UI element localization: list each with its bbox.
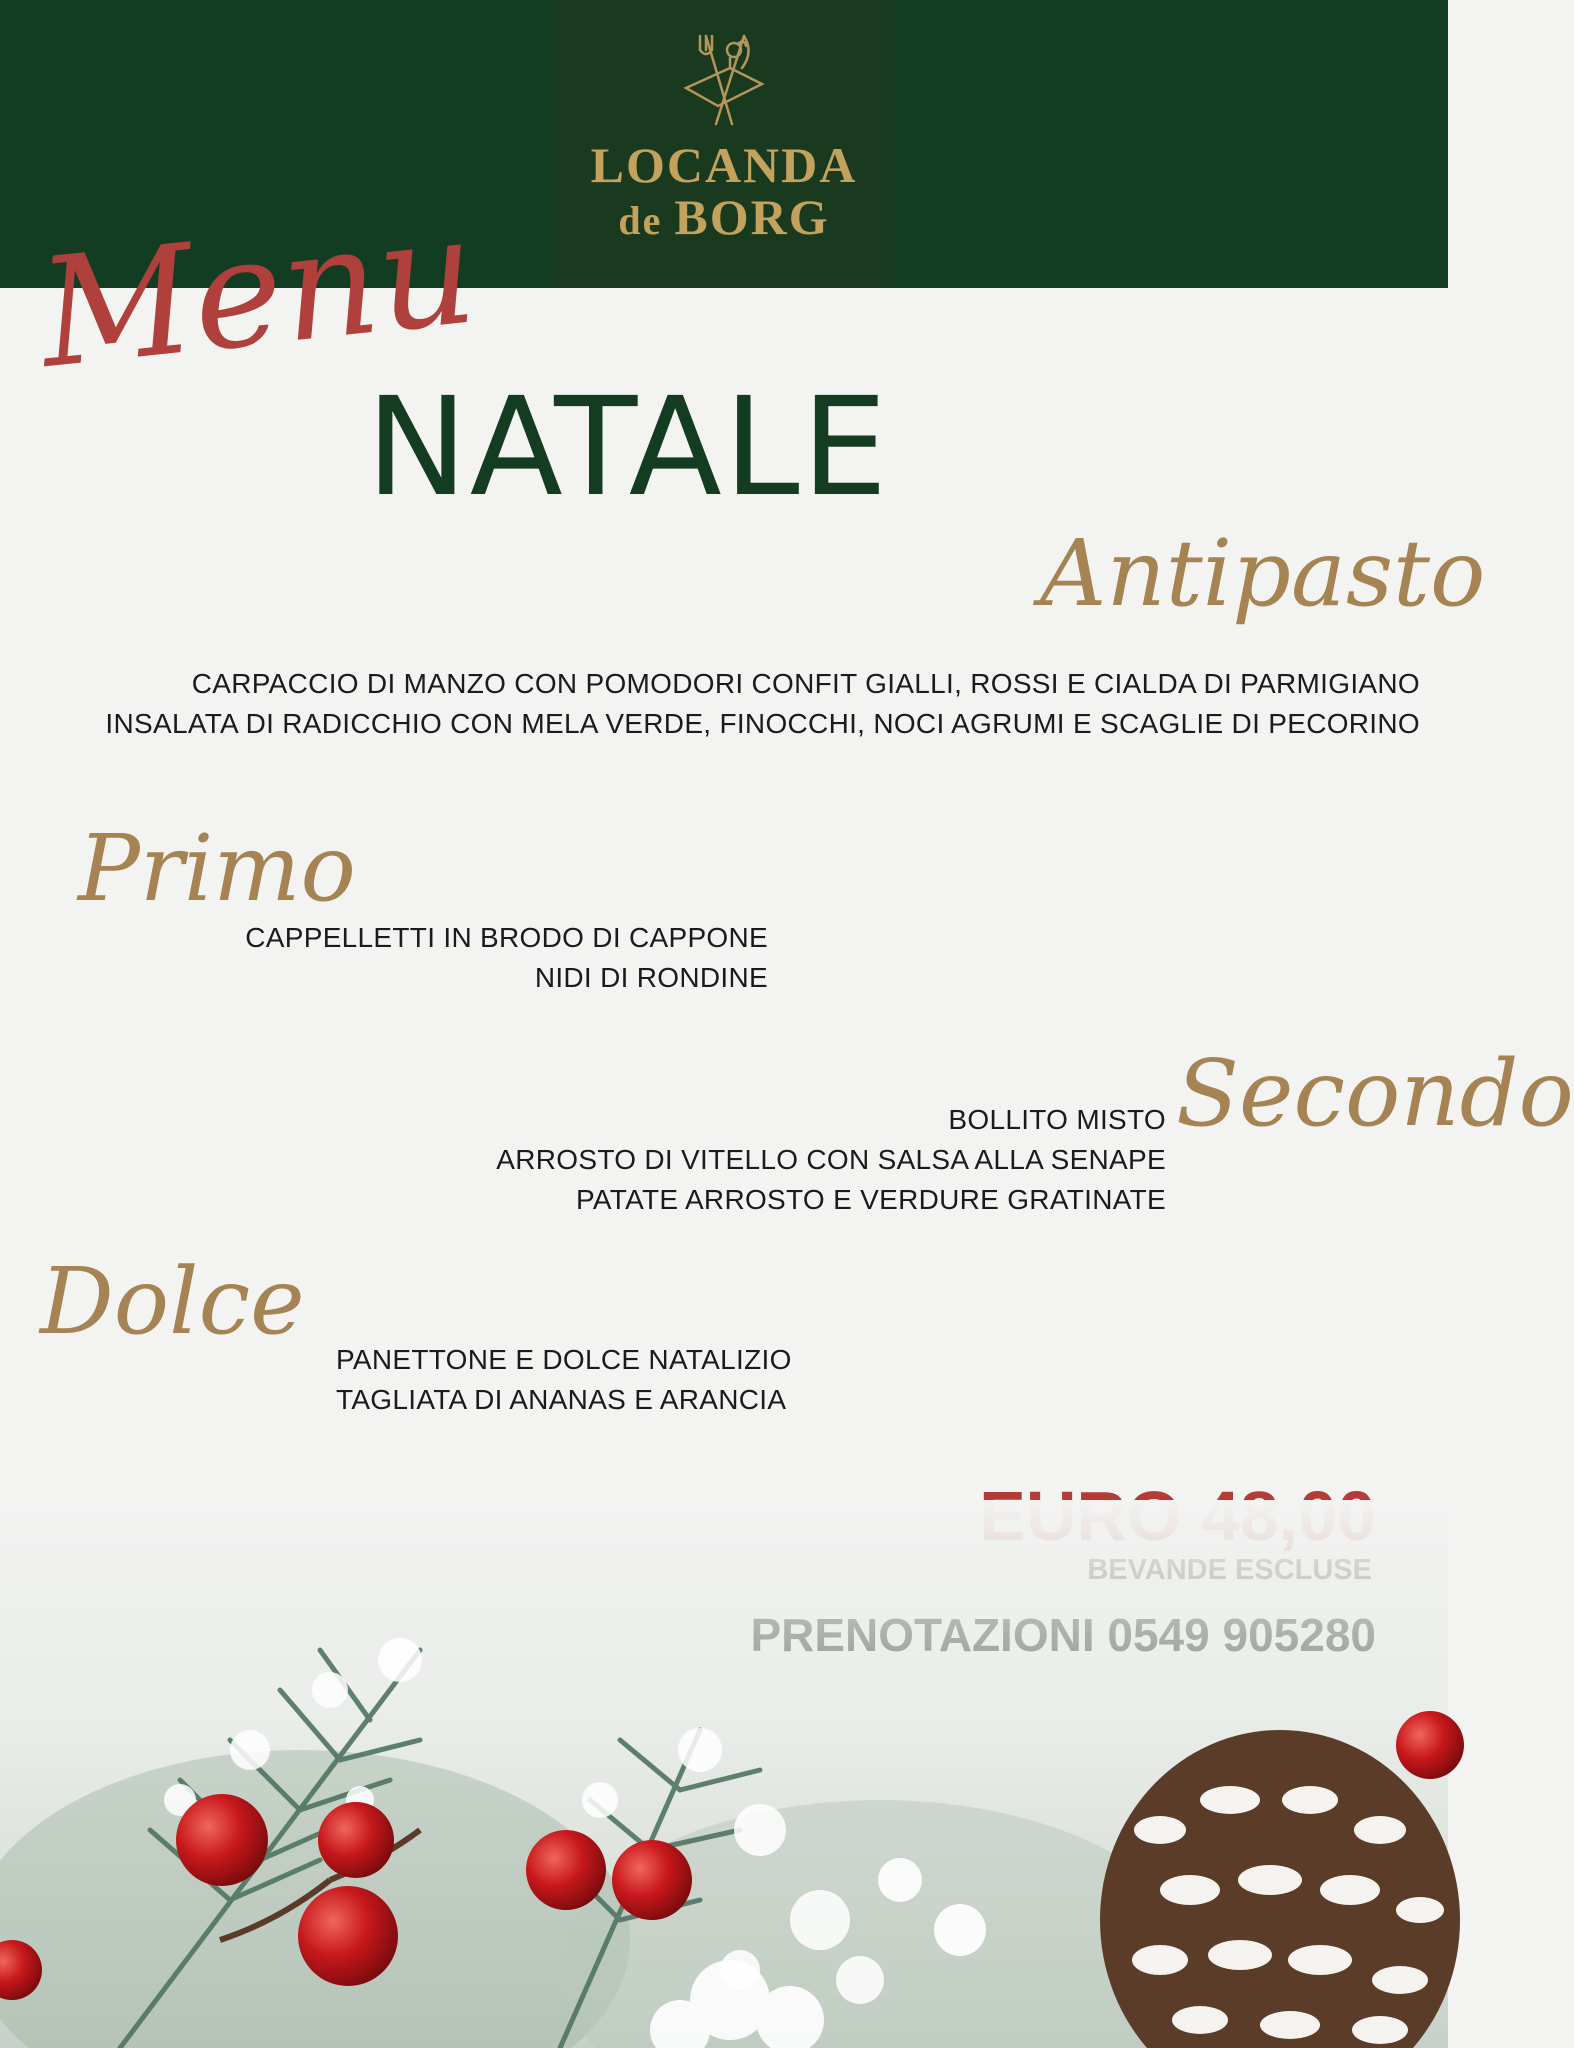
section-items-primo <box>245 918 768 998</box>
logo <box>554 0 894 288</box>
section-heading-antipasto: Antipasto <box>1040 520 1486 627</box>
menu-item: NIDI DI RONDINE <box>534 962 768 993</box>
section-heading-dolce: Dolce <box>40 1248 305 1355</box>
section-heading-secondo: Secondo <box>1176 1040 1574 1147</box>
logo-text-locanda: LOCANDA <box>590 137 858 193</box>
menu-item: PATATE ARROSTO E VERDURE GRATINATE <box>576 1184 1166 1215</box>
menu-item: BOLLITO MISTO <box>948 1104 1166 1135</box>
menu-item: CARPACCIO DI MANZO CON POMODORI CONFIT GIALLI, ROSSI E CIALDA DI PARMIGIANO <box>191 668 1420 699</box>
menu-script-title: Menu <box>31 183 484 402</box>
menu-item: TAGLIATA DI ANANAS E ARANCIA <box>336 1384 787 1415</box>
logo-text-borg: BORG <box>674 189 830 245</box>
menu-item: CAPPELLETTI IN BRODO DI CAPPONE <box>245 922 768 953</box>
logo-text-de-borg <box>554 188 894 246</box>
section-items-antipasto <box>105 664 1420 744</box>
menu-item: INSALATA DI RADICCHIO CON MELA VERDE, FINOCCHI, NOCI AGRUMI E SCAGLIE DI PECORINO <box>105 708 1420 739</box>
section-items-secondo <box>496 1100 1166 1220</box>
logo-text-de: de <box>618 198 675 243</box>
menu-item: ARROSTO DI VITELLO CON SALSA ALLA SENAPE <box>496 1144 1166 1175</box>
page-title: NATALE <box>366 369 890 527</box>
christmas-decoration-image <box>0 1500 1448 2048</box>
section-heading-primo: Primo <box>78 815 356 922</box>
section-items-dolce <box>336 1340 792 1420</box>
menu-item: PANETTONE E DOLCE NATALIZIO <box>336 1344 792 1375</box>
fork-knife-rooster-emblem-icon <box>672 28 776 132</box>
